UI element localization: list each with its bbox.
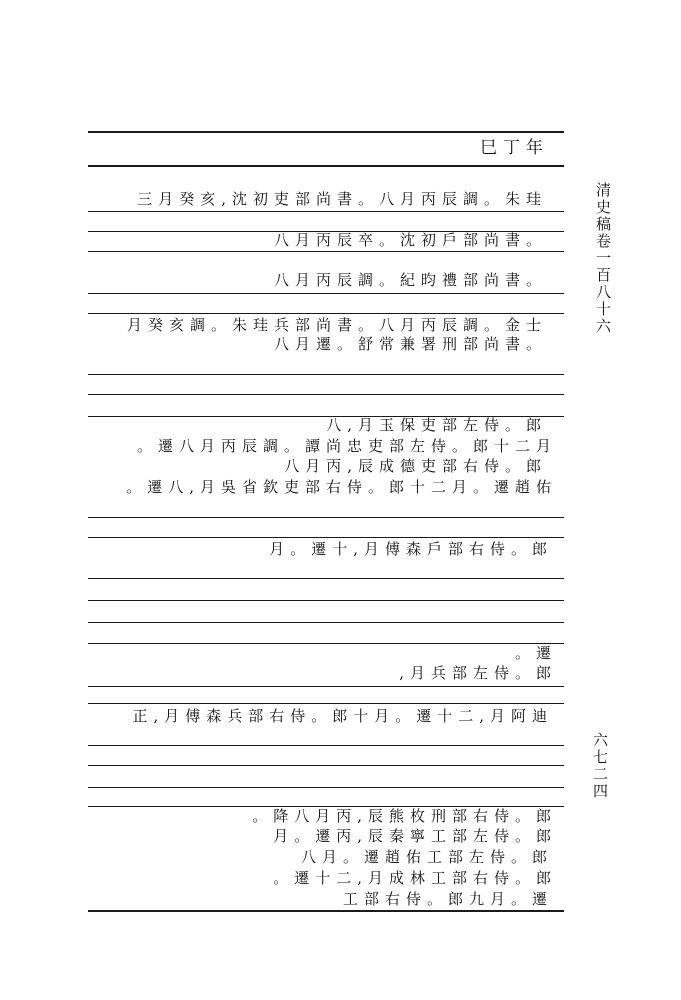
text-line: 八月。遷趙佑工部左侍。郎 [300, 848, 553, 866]
page-number: 六七二四 [591, 732, 609, 800]
row-rule [88, 394, 564, 395]
text-line: 。降八月丙,辰熊枚刑部右侍。郎 [252, 807, 557, 825]
row-rule [88, 622, 564, 623]
row-rule [88, 643, 564, 644]
row-rule [88, 578, 564, 579]
row-rule [88, 211, 564, 212]
text-line: 工部右侍。郎九月。遷 [342, 890, 553, 908]
row-rule [88, 600, 564, 601]
book-title: 清史稿卷一百八十六 [594, 182, 612, 335]
text-line: 八月遷。舒常兼署刑部尚書。 [273, 335, 547, 353]
row-rule [88, 787, 564, 788]
text-line: 。遷八月丙辰調。譚尚忠吏部左侍。郎十二月 [136, 437, 557, 455]
text-line: 。遷 [514, 644, 557, 662]
text-line: ,月兵部左侍。郎 [399, 664, 557, 682]
text-line: 八月丙,辰成德吏部右侍。郎 [284, 457, 547, 475]
text-line: 月癸亥調。朱珪兵部尚書。八月丙辰調。金士 [126, 316, 547, 334]
text-line: 八月丙辰卒。沈初戶部尚書。 [273, 231, 547, 249]
header-divider-rule [88, 165, 564, 167]
text-line: 八,月玉保吏部左侍。郎 [326, 416, 547, 434]
row-rule [88, 374, 564, 375]
year-header: 巳丁年 [480, 138, 549, 158]
text-line: 正,月傅森兵部右侍。郎十月。遷十二,月阿迪 [132, 707, 553, 725]
table-top-rule [88, 131, 564, 133]
text-line: 三月癸亥,沈初吏部尚書。八月丙辰調。朱珪 [137, 190, 547, 208]
text-line: 月。遷十,月傅森戶部右侍。郎 [269, 540, 553, 558]
text-line: 八月丙辰調。紀昀禮部尚書。 [273, 271, 547, 289]
row-rule [88, 686, 564, 687]
row-rule [88, 765, 564, 766]
row-rule [88, 517, 564, 518]
text-line: 月。遷丙,辰秦寧工部左侍。郎 [273, 827, 557, 845]
text-line: 。遷八,月吳省欽吏部右侍。郎十二月。遷趙佑 [126, 478, 557, 496]
text-line: 。遷十二,月成林工部右侍。郎 [273, 869, 557, 887]
row-rule [88, 293, 564, 294]
row-rule [88, 745, 564, 746]
